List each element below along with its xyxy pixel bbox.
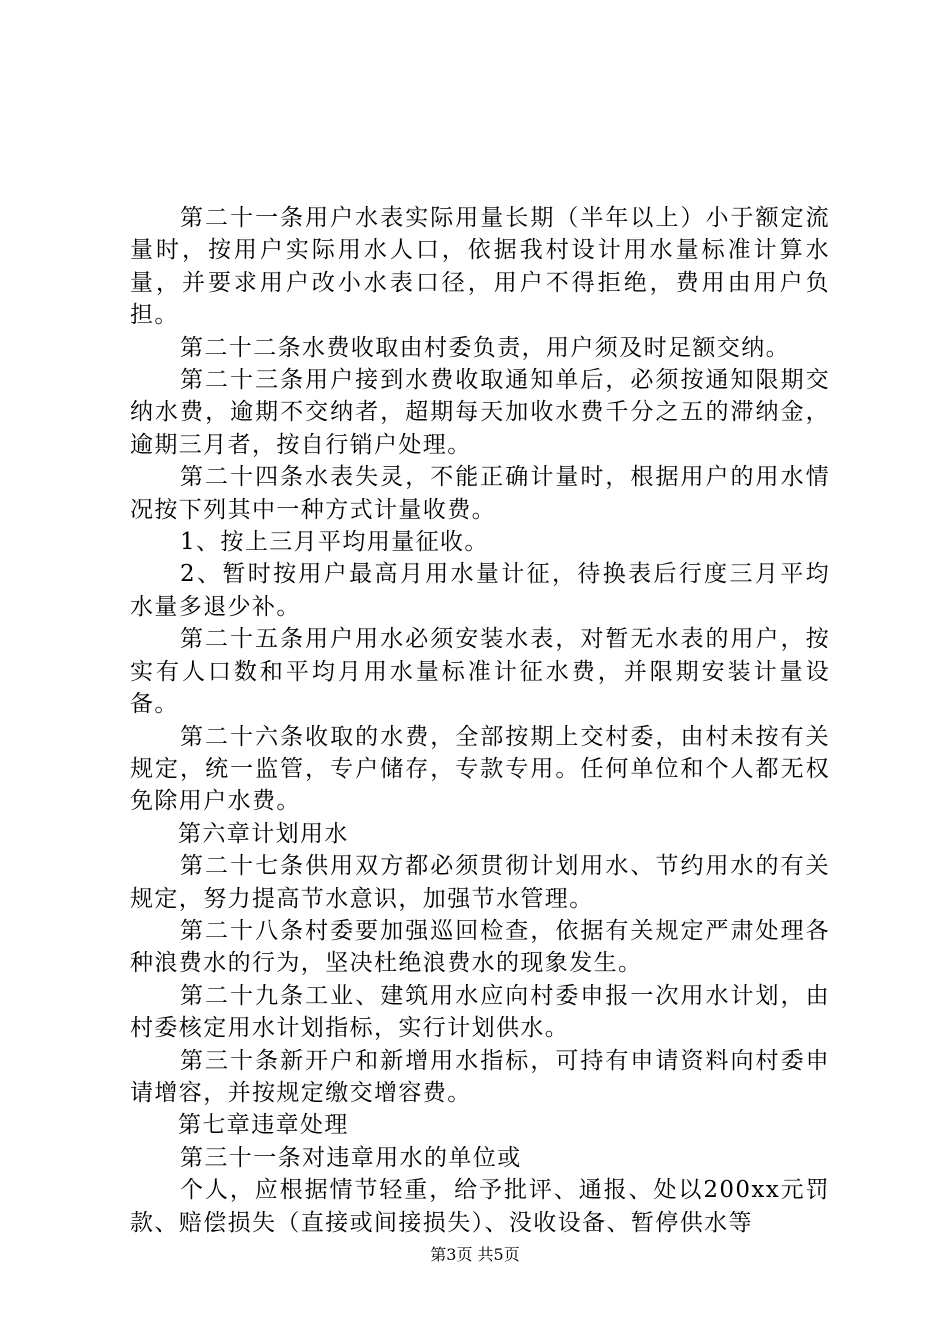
article-31-continued: 个人，应根据情节轻重，给予批评、通报、处以200xx元罚款、赔偿损失（直接或间接损失）、没收设备、暂停供水等	[130, 1177, 830, 1236]
page-footer	[0, 1242, 950, 1265]
article-30: 第三十条新开户和新增用水指标，可持有申请资料向村委申请增容，并按规定缴交增容费。	[130, 1047, 830, 1106]
article-24-item-1: 1、按上三月平均用量征收。	[180, 529, 489, 556]
article-26: 第二十六条收取的水费，全部按期上交村委，由村未按有关规定，统一监管，专户储存，专款专用。任何单位和个人都无权免除用户水费。	[130, 723, 830, 815]
article-27: 第二十七条供用双方都必须贯彻计划用水、节约用水的有关规定，努力提高节水意识，加强节水管理。	[130, 853, 830, 912]
article-28: 第二十八条村委要加强巡回检查，依据有关规定严肃处理各种浪费水的行为，坚决杜绝浪费水的现象发生。	[130, 917, 830, 977]
article-29: 第二十九条工业、建筑用水应向村委申报一次用水计划，由村委核定用水计划指标，实行计划供水。	[130, 982, 830, 1042]
article-22: 第二十二条水费收取由村委负责，用户须及时足额交纳。	[180, 334, 790, 361]
article-25: 第二十五条用户用水必须安装水表，对暂无水表的用户，按实有人口数和平均月用水量标准计征水费，并限期安装计量设备。	[130, 626, 830, 718]
page-number-label: 第3页 共5页	[430, 1245, 520, 1264]
chapter-6-heading: 第六章计划用水	[178, 820, 349, 847]
article-23: 第二十三条用户接到水费收取通知单后，必须按通知限期交纳水费，逾期不交纳者，超期每天加收水费千分之五的滞纳金，逾期三月者，按自行销户处理。	[130, 367, 830, 458]
article-31: 第三十一条对违章用水的单位或	[180, 1144, 522, 1171]
article-21: 第二十一条用户水表实际用量长期（半年以上）小于额定流量时，按用户实际用水人口，依据我村设计用水量标准计算水量，并要求用户改小水表口径，用户不得拒绝，费用由用户负担。	[130, 205, 830, 329]
chapter-7-heading: 第七章违章处理	[178, 1112, 349, 1139]
article-24: 第二十四条水表失灵，不能正确计量时，根据用户的用水情况按下列其中一种方式计量收费。	[130, 464, 830, 523]
document-body	[130, 202, 830, 1239]
article-24-item-2: 2、暂时按用户最高月用水量计征，待换表后行度三月平均水量多退少补。	[130, 561, 830, 620]
